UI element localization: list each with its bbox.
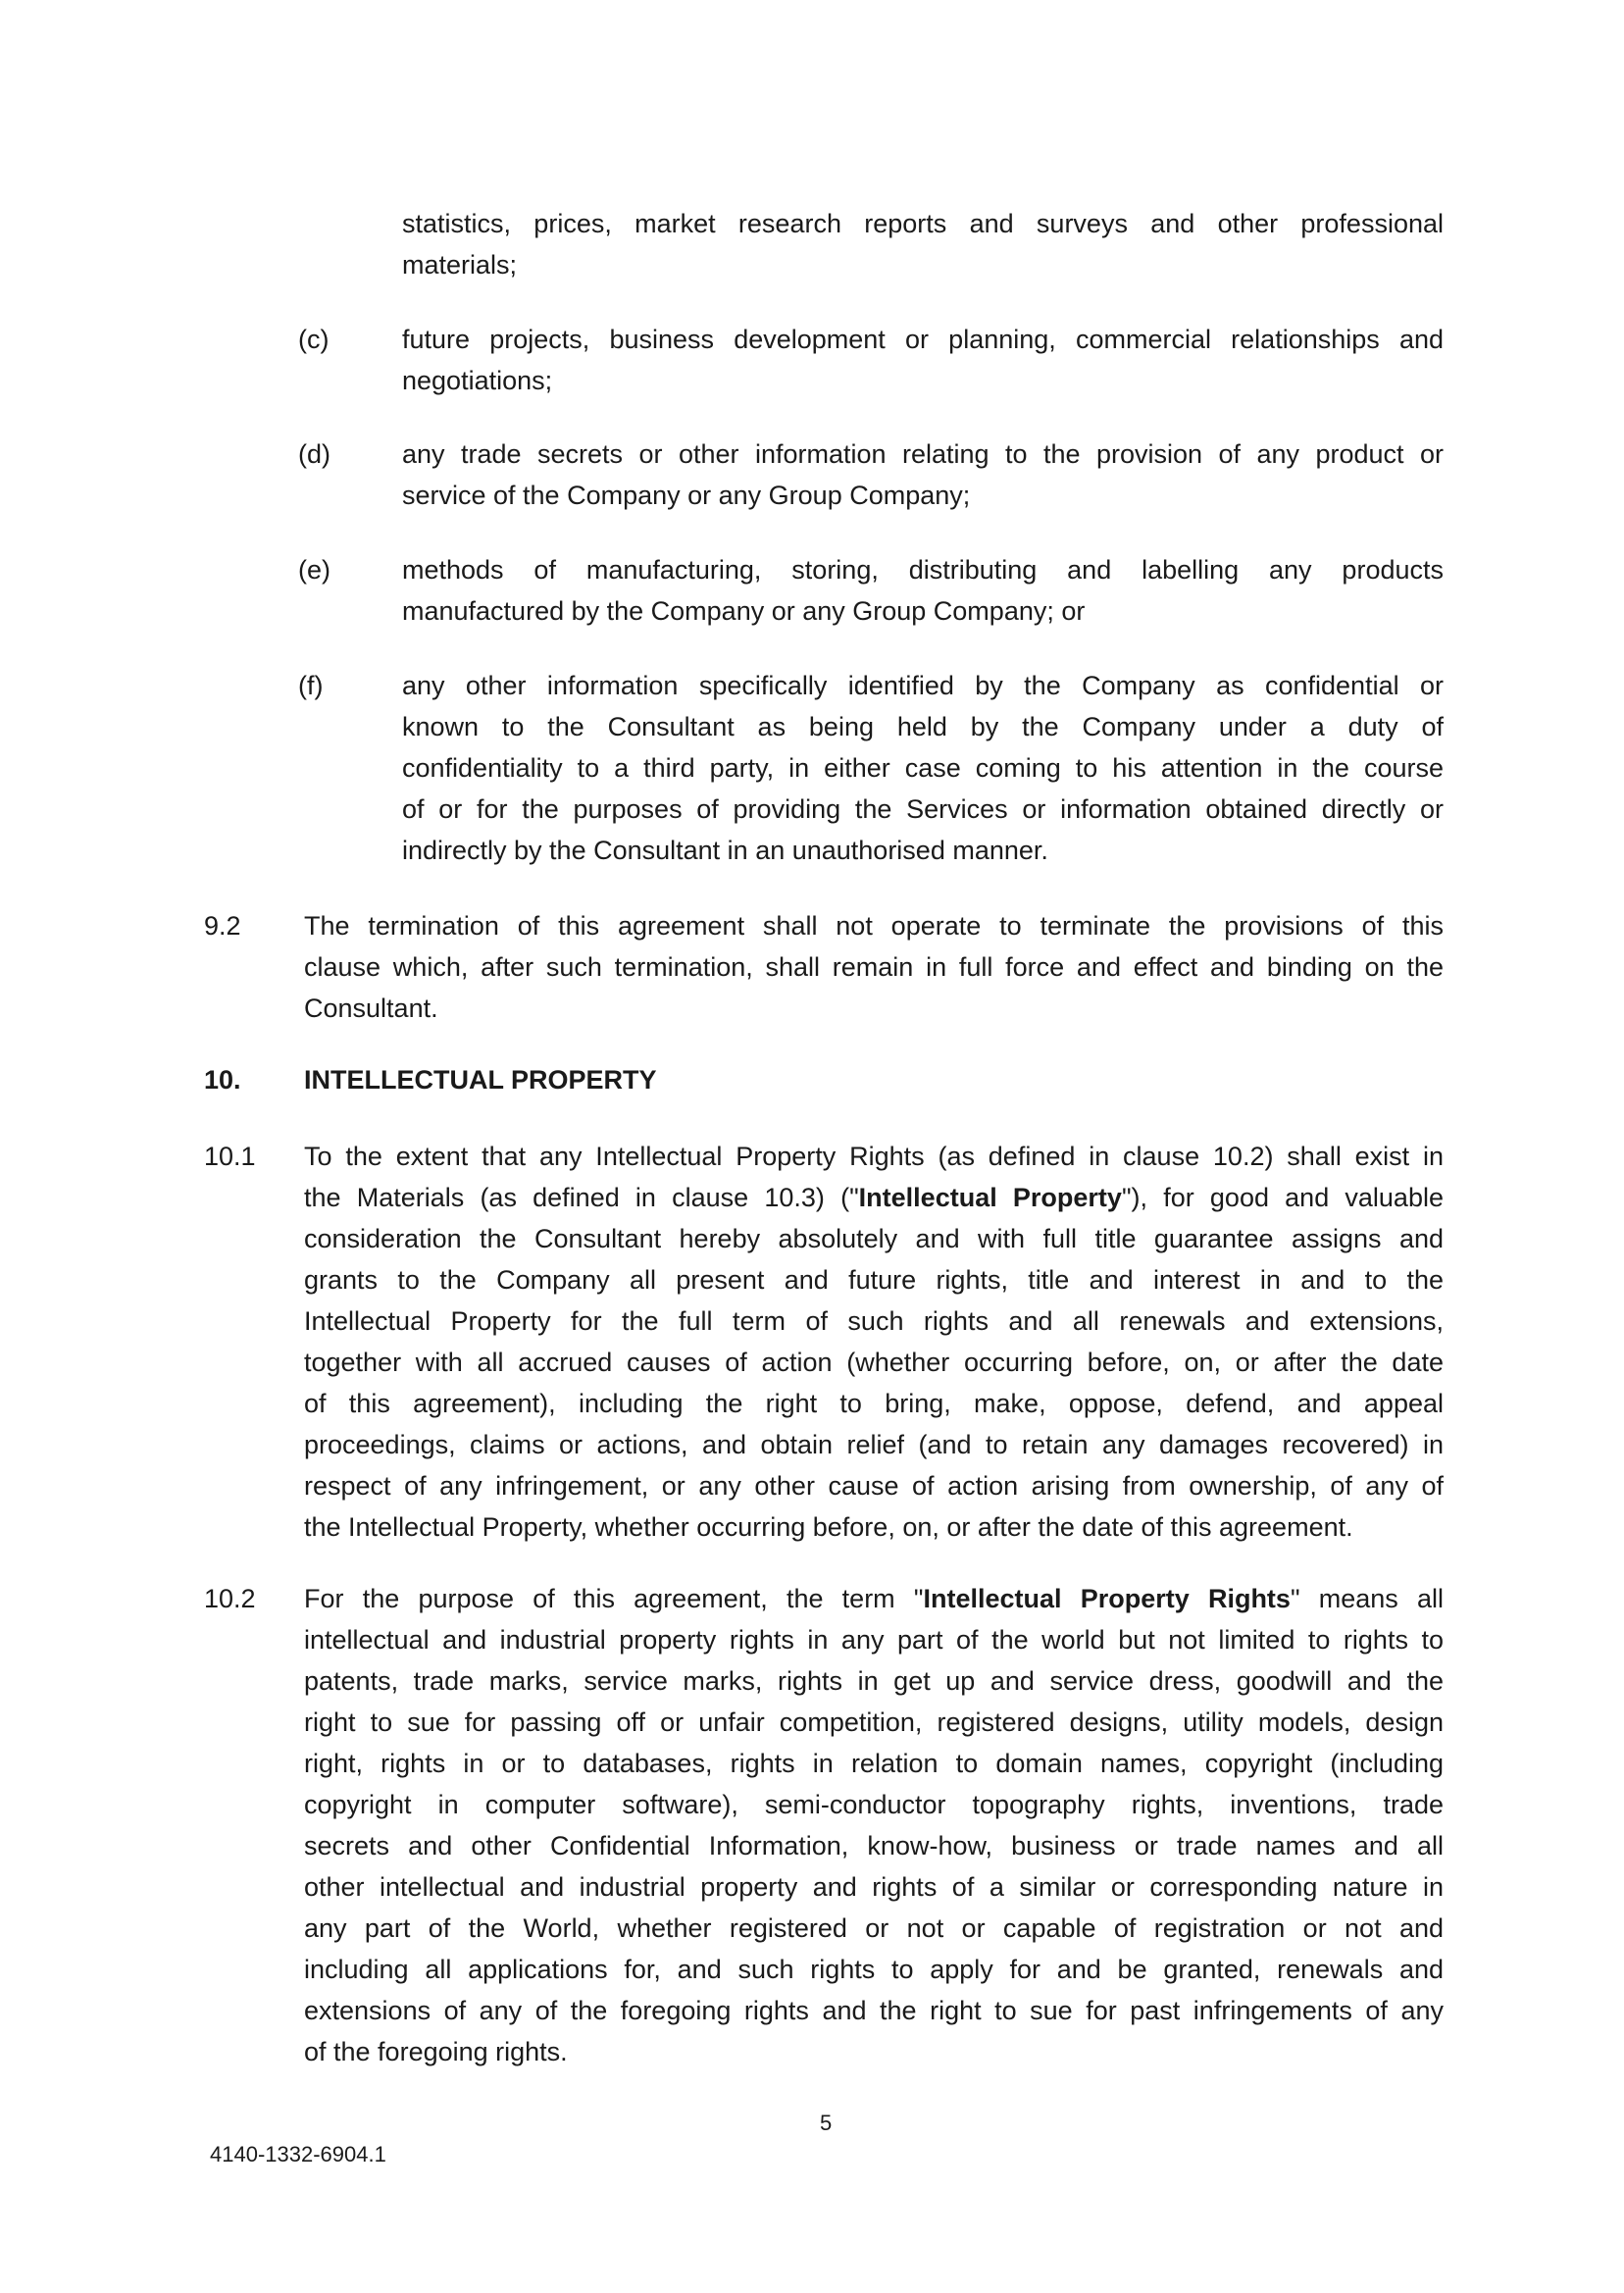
- clause-9-2-line: The termination of this agreement shall not operate to terminate the provisions of this: [304, 911, 1444, 941]
- item-line: indirectly by the Consultant in an unauthorised manner.: [402, 836, 1048, 865]
- clause-10-2-number: 10.2: [204, 1584, 256, 1613]
- continuation-paragraph: [402, 203, 1444, 285]
- item-line: manufactured by the Company or any Group Company; or: [402, 596, 1086, 626]
- clause-10-1-line: To the extent that any Intellectual Property Rights (as defined in clause 10.2) shall exist in: [304, 1142, 1444, 1171]
- clause-10-2-line: any part of the World, whether registered or not or capable of registration or not and: [304, 1913, 1444, 1943]
- clause-10-1-line: respect of any infringement, or any other cause of action arising from ownership, of any of: [304, 1471, 1444, 1501]
- clause-10-1-line: the Materials (as defined in clause 10.3) ("Intellectual Property"), for good and valuable: [304, 1183, 1444, 1212]
- clause-10-1-line: grants to the Company all present and future rights, title and interest in and to the: [304, 1265, 1444, 1295]
- clause-10-2-line: For the purpose of this agreement, the term "Intellectual Property Rights" means all: [304, 1584, 1444, 1613]
- clause-10-2-line: of the foregoing rights.: [304, 2037, 568, 2066]
- clause-10-2-line: including all applications for, and such rights to apply for and be granted, renewals and: [304, 1955, 1444, 1984]
- item-marker-f: (f): [298, 671, 324, 700]
- clause-10-2-text: [304, 1578, 1444, 2072]
- section-10-title: INTELLECTUAL PROPERTY: [304, 1065, 657, 1095]
- clause-10-2-line: right to sue for passing off or unfair competition, registered designs, utility models, design: [304, 1707, 1444, 1737]
- item-line: service of the Company or any Group Company;: [402, 481, 971, 510]
- clause-10-1-text: [304, 1136, 1444, 1548]
- clause-9-2-number: 9.2: [204, 911, 241, 941]
- clause-10-2-line: extensions of any of the foregoing rights and the right to sue for past infringements of any: [304, 1996, 1444, 2025]
- clause-10-1-line: proceedings, claims or actions, and obtain relief (and to retain any damages recovered) in: [304, 1430, 1444, 1459]
- item-e-text: [402, 549, 1444, 632]
- item-line: any other information specifically identified by the Company as confidential or: [402, 671, 1444, 700]
- continuation-line: statistics, prices, market research reports and surveys and other professional: [402, 209, 1444, 238]
- clause-10-2-line: secrets and other Confidential Information, know-how, business or trade names and all: [304, 1831, 1444, 1860]
- continuation-line: materials;: [402, 250, 518, 280]
- clause-10-1-line: of this agreement), including the right to bring, make, oppose, defend, and appeal: [304, 1389, 1444, 1418]
- clause-10-1-line: together with all accrued causes of action (whether occurring before, on, or after the date: [304, 1348, 1444, 1377]
- item-line: methods of manufacturing, storing, distributing and labelling any products: [402, 555, 1444, 585]
- clause-9-2-line: clause which, after such termination, shall remain in full force and effect and binding on the: [304, 952, 1444, 982]
- defined-term: Intellectual Property: [858, 1183, 1122, 1212]
- page-number: 5: [820, 2111, 833, 2135]
- item-line: any trade secrets or other information relating to the provision of any product or: [402, 439, 1444, 469]
- item-f-text: [402, 665, 1444, 871]
- clause-10-2-line: other intellectual and industrial property and rights of a similar or corresponding nature in: [304, 1872, 1444, 1902]
- clause-9-2-line: Consultant.: [304, 994, 438, 1023]
- item-marker-d: (d): [298, 439, 330, 469]
- clause-10-2-line: right, rights in or to databases, rights in relation to domain names, copyright (including: [304, 1749, 1444, 1778]
- item-line: known to the Consultant as being held by the Company under a duty of: [402, 712, 1444, 741]
- item-marker-e: (e): [298, 555, 330, 585]
- section-10-number: 10.: [204, 1065, 241, 1095]
- defined-term: Intellectual Property Rights: [923, 1584, 1291, 1613]
- clause-10-1-line: the Intellectual Property, whether occurring before, on, or after the date of this agreement.: [304, 1512, 1353, 1542]
- clause-9-2-text: [304, 905, 1444, 1029]
- clause-10-1-number: 10.1: [204, 1142, 256, 1171]
- clause-10-2-line: patents, trade marks, service marks, rights in get up and service dress, goodwill and the: [304, 1666, 1444, 1696]
- item-line: of or for the purposes of providing the Services or information obtained directly or: [402, 794, 1444, 824]
- item-c-text: [402, 319, 1444, 401]
- item-marker-c: (c): [298, 325, 330, 354]
- clause-10-2-line: intellectual and industrial property rights in any part of the world but not limited to rights to: [304, 1625, 1444, 1655]
- clause-10-1-line: Intellectual Property for the full term of such rights and all renewals and extensions,: [304, 1306, 1444, 1336]
- item-line: negotiations;: [402, 366, 553, 395]
- clause-10-1-line: consideration the Consultant hereby absolutely and with full title guarantee assigns and: [304, 1224, 1444, 1253]
- document-reference: 4140-1332-6904.1: [210, 2142, 386, 2166]
- item-line: confidentiality to a third party, in either case coming to his attention in the course: [402, 753, 1444, 783]
- clause-10-2-line: copyright in computer software), semi-conductor topography rights, inventions, trade: [304, 1790, 1444, 1819]
- item-d-text: [402, 433, 1444, 516]
- item-line: future projects, business development or planning, commercial relationships and: [402, 325, 1444, 354]
